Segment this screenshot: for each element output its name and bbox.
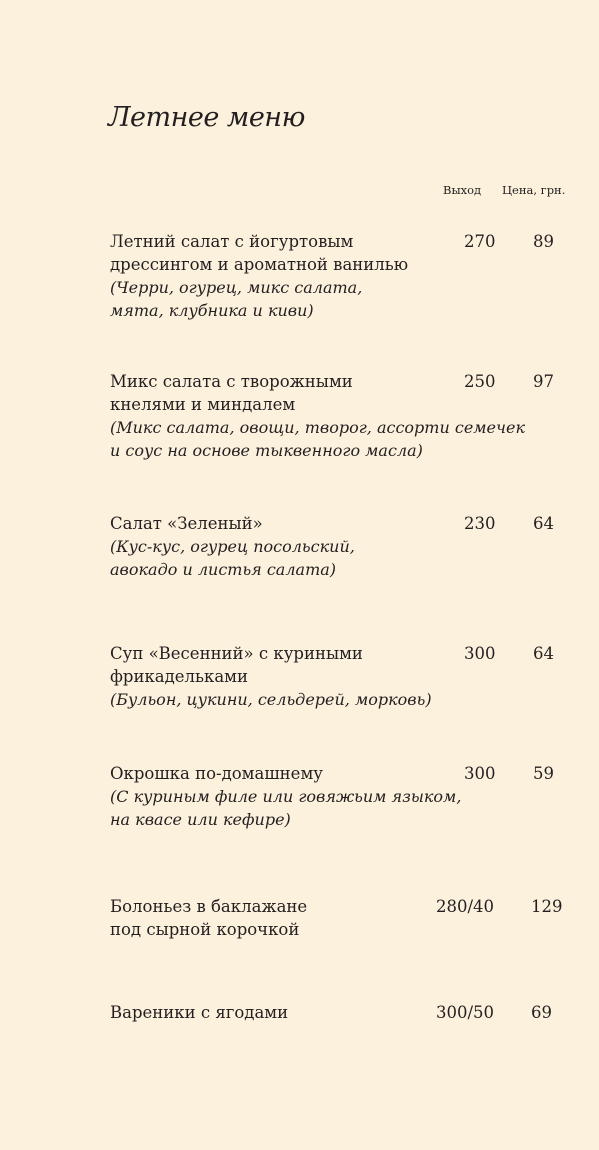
menu-item-description: (Черри, огурец, микс салата, мята, клубника и киви): [110, 278, 363, 320]
menu-item-weight: 280/40: [436, 897, 495, 916]
menu-item: [110, 512, 580, 581]
price-column-header: Цена, грн.: [502, 183, 566, 197]
menu-item: [110, 1001, 580, 1024]
menu-item-price: 64: [533, 514, 554, 533]
menu-item-name: Суп «Весенний» с куриными фрикадельками: [110, 644, 363, 686]
menu-item-weight: 250: [464, 372, 496, 391]
menu-item-weight: 270: [464, 232, 496, 251]
menu-item-price: 129: [531, 897, 563, 916]
menu-item-weight: 230: [464, 514, 496, 533]
menu-item-price: 64: [533, 644, 554, 663]
menu-item: [110, 230, 580, 322]
menu-item-price: 59: [533, 764, 554, 783]
menu-item-description: (Кус-кус, огурец посольский, авокадо и листья салата): [110, 537, 355, 579]
menu-item: [110, 895, 580, 941]
menu-item-name: Окрошка по-домашнему: [110, 764, 323, 783]
menu-item-weight: 300: [464, 644, 496, 663]
menu-item-price: 69: [531, 1003, 552, 1022]
menu-item-weight: 300: [464, 764, 496, 783]
menu-item-name: Летний салат с йогуртовым дрессингом и ароматной ванилью: [110, 232, 409, 274]
menu-item: [110, 762, 580, 831]
page-title: Летнее меню: [108, 102, 305, 133]
menu-item-name: Болоньез в баклажане под сырной корочкой: [110, 897, 308, 939]
menu-item-price: 89: [533, 232, 554, 251]
menu-item-weight: 300/50: [436, 1003, 495, 1022]
menu-item-name: Вареники с ягодами: [110, 1003, 289, 1022]
weight-column-header: Выход: [443, 183, 482, 197]
menu-item-description: (Микс салата, овощи, творог, ассорти семечек и соус на основе тыквенного масла): [110, 418, 525, 460]
menu-item-price: 97: [533, 372, 554, 391]
menu-item-name: Микс салата с творожными кнелями и миндалем: [110, 372, 353, 414]
menu-item-name: Салат «Зеленый»: [110, 514, 263, 533]
menu-item-description: (С куриным филе или говяжьим языком, на квасе или кефире): [110, 787, 462, 829]
menu-item: [110, 642, 580, 711]
menu-item-description: (Бульон, цукини, сельдерей, морковь): [110, 690, 432, 709]
menu-item: [110, 370, 580, 462]
